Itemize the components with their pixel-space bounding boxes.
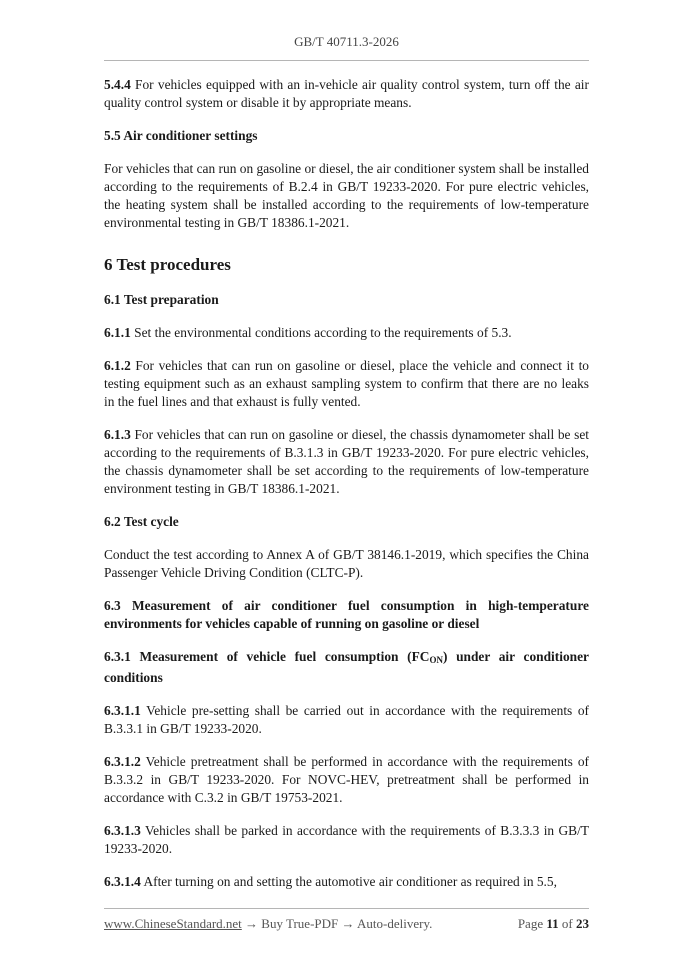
document-body xyxy=(104,76,589,891)
footer-divider xyxy=(104,908,589,909)
clause-6-1-3 xyxy=(104,426,589,498)
buy-pdf-text: Buy True-PDF xyxy=(261,916,339,931)
clause-text: Vehicle pretreatment shall be performed in accordance with the requirements of B.3.3.2 in GB/T 19233-2020. For NOVC-HEV, pretreatment shall be performed in accordance with C.3.2 in GB/T 19753-2021. xyxy=(104,754,589,805)
clause-number: 6.3.1.2 xyxy=(104,754,141,769)
heading-6: 6 Test procedures xyxy=(104,255,231,274)
of-label: of xyxy=(561,916,573,931)
heading-5-5: 5.5 Air conditioner settings xyxy=(104,128,258,143)
clause-number: 6.1.2 xyxy=(104,358,131,373)
clause-text: For vehicles that can run on gasoline or diesel, the chassis dynamometer shall be set according to the requirements of B.3.1.3 in GB/T 19233-2020. For pure electric vehicles, the chassis dynamometer shall be set according to the requirements of low-temperature environment testing in GB/T 18386.1-2021. xyxy=(104,427,589,496)
clause-number: 6.3.1.1 xyxy=(104,703,141,718)
clause-text: After turning on and setting the automotive air conditioner as required in 5.5, xyxy=(143,874,557,889)
clause-5-4-4 xyxy=(104,76,589,112)
heading-6-3-1 xyxy=(104,648,589,687)
document-id: GB/T 40711.3-2026 xyxy=(294,34,399,49)
page-number: 11 xyxy=(546,916,559,931)
paragraph-5-5: For vehicles that can run on gasoline or diesel, the air conditioner system shall be installed according to the requirements of B.2.4 in GB/T 19233-2020. For pure electric vehicles, the heating system shall be installed according to the requirements of low-temperature environmental testing in GB/T 18386.1-2021. xyxy=(104,161,589,230)
clause-number: 6.1.3 xyxy=(104,427,131,442)
clause-6-1-2 xyxy=(104,357,589,411)
heading-subscript: ON xyxy=(429,655,443,665)
heading-6-3: 6.3 Measurement of air conditioner fuel consumption in high-temperature environments for vehicles capable of running on gasoline or diesel xyxy=(104,598,589,631)
arrow-right-icon: → xyxy=(245,916,259,931)
auto-delivery-text: Auto-delivery. xyxy=(357,916,433,931)
clause-6-3-1-4 xyxy=(104,873,589,891)
site-link[interactable]: www.ChineseStandard.net xyxy=(104,916,242,931)
clause-6-1-1 xyxy=(104,324,589,342)
clause-text: Vehicle pre-setting shall be carried out in accordance with the requirements of B.3.3.1 in GB/T 19233-2020. xyxy=(104,703,589,736)
clause-text: For vehicles that can run on gasoline or diesel, place the vehicle and connect it to testing equipment such as an exhaust sampling system to confirm that there are no leaks in the fuel lines and that exhaust is fully vented. xyxy=(104,358,589,409)
page-indicator xyxy=(518,916,589,932)
page-label: Page xyxy=(517,916,544,931)
footer-links xyxy=(104,916,432,932)
heading-text-start: 6.3.1 Measurement of vehicle fuel consumption (FC xyxy=(104,649,430,664)
clause-text: For vehicles equipped with an in-vehicle air quality control system, turn off the air quality control system or disable it by appropriate means. xyxy=(104,77,589,110)
heading-6-1: 6.1 Test preparation xyxy=(104,292,219,307)
arrow-right-icon: → xyxy=(341,916,355,931)
header-divider xyxy=(104,60,589,61)
clause-number: 6.1.1 xyxy=(104,325,131,340)
clause-number: 6.3.1.3 xyxy=(104,823,141,838)
page-total: 23 xyxy=(576,916,589,931)
clause-6-3-1-2 xyxy=(104,753,589,807)
clause-text: Vehicles shall be parked in accordance with the requirements of B.3.3.3 in GB/T 19233-2020. xyxy=(104,823,590,856)
paragraph-6-2: Conduct the test according to Annex A of GB/T 38146.1-2019, which specifies the China Passenger Vehicle Driving Condition (CLTC-P). xyxy=(104,547,589,580)
heading-text-end: ) under air conditioner conditions xyxy=(104,649,589,685)
clause-text: Set the environmental conditions according to the requirements of 5.3. xyxy=(134,325,512,340)
clause-6-3-1-1 xyxy=(104,702,589,738)
page-header xyxy=(0,34,693,50)
clause-6-3-1-3 xyxy=(104,822,589,858)
heading-6-2: 6.2 Test cycle xyxy=(104,514,179,529)
clause-number: 5.4.4 xyxy=(104,77,131,92)
clause-number: 6.3.1.4 xyxy=(104,874,141,889)
